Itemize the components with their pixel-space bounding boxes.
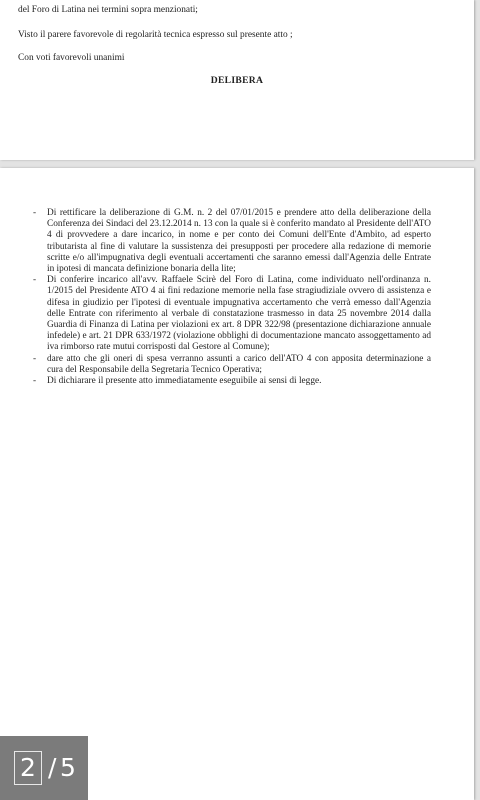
list-dash: - [33, 353, 37, 364]
list-item [33, 275, 431, 353]
text-line-foro-latina: del Foro di Latina nei termini sopra menzionati; [18, 5, 198, 15]
list-dash: - [33, 275, 37, 286]
cut-off-text-line [18, 0, 462, 3]
delibera-heading: DELIBERA [210, 75, 264, 86]
list-item-text: dare atto che gli oneri di spesa verranno assunti a carico dell'ATO 4 con apposita determinazione a cura del Responsabile della Segretaria Tecnico Operativa; [47, 353, 431, 375]
text-line-visto-parere: Visto il parere favorevole di regolarità tecnica espresso sul presente atto ; [18, 30, 293, 40]
resolution-list [33, 208, 431, 387]
list-item-text: Di conferire incarico all'avv. Raffaele Scirè del Foro di Latina, come individuato nell'ordinanza n. 1/2015 del Presidente ATO 4 ai fini redazione memorie nella fase stragiudiziale ovvero di assistenza e difesa in giudizio per l'ipotesi di eventuale impugnativa accertamento che verrà emesso dall'Agenzia delle Entrate con riferimento al verbale di constatazione trasmesso in data 25 novembre 2014 dalla Guardia di Finanza di Latina per violazioni ex art. 8 DPR 322/98 (presentazione dichiarazione annuale infedele) e art. 21 DPR 633/1972 (violazione obblighi di documentazione mancato assoggettamento ad iva rimborso rate mutui corrisposti dal Gestore al Comune); [47, 275, 431, 353]
list-item [33, 354, 431, 376]
total-pages: 5 [60, 753, 76, 782]
list-item-text: Di dichiarare il presente atto immediatamente eseguibile ai sensi di legge. [47, 376, 322, 387]
list-item [33, 376, 431, 387]
list-dash: - [33, 376, 37, 387]
page-indicator[interactable] [0, 736, 88, 800]
list-item-text: Di rettificare la deliberazione di G.M. n. 2 del 07/01/2015 e prendere atto della deliberazione della Conferenza dei Sindaci del 23.12.2014 n. 13 con la quale si è conferito mandato al Presidente dell'ATO 4 di provvedere a dare incarico, in nome e per conto dei Comuni dell'Ente d'Ambito, ad esperto tributarista al fine di valutare la sussistenza dei presupposti per procedere alla redazione di memorie scritte e/o all'impugnativa degli eventuali accertamenti che saranno emessi dall'Agenzia delle Entrate in ipotesi di mancata definizione bonaria della lite; [47, 208, 431, 275]
current-page-number[interactable]: 2 [14, 751, 42, 785]
text-line-voti-unanimi: Con voti favorevoli unanimi [18, 53, 125, 63]
list-item [33, 208, 431, 275]
document-page-2 [0, 168, 474, 800]
page-separator: / [48, 753, 57, 782]
document-page-1 [0, 0, 474, 160]
list-dash: - [33, 208, 37, 218]
